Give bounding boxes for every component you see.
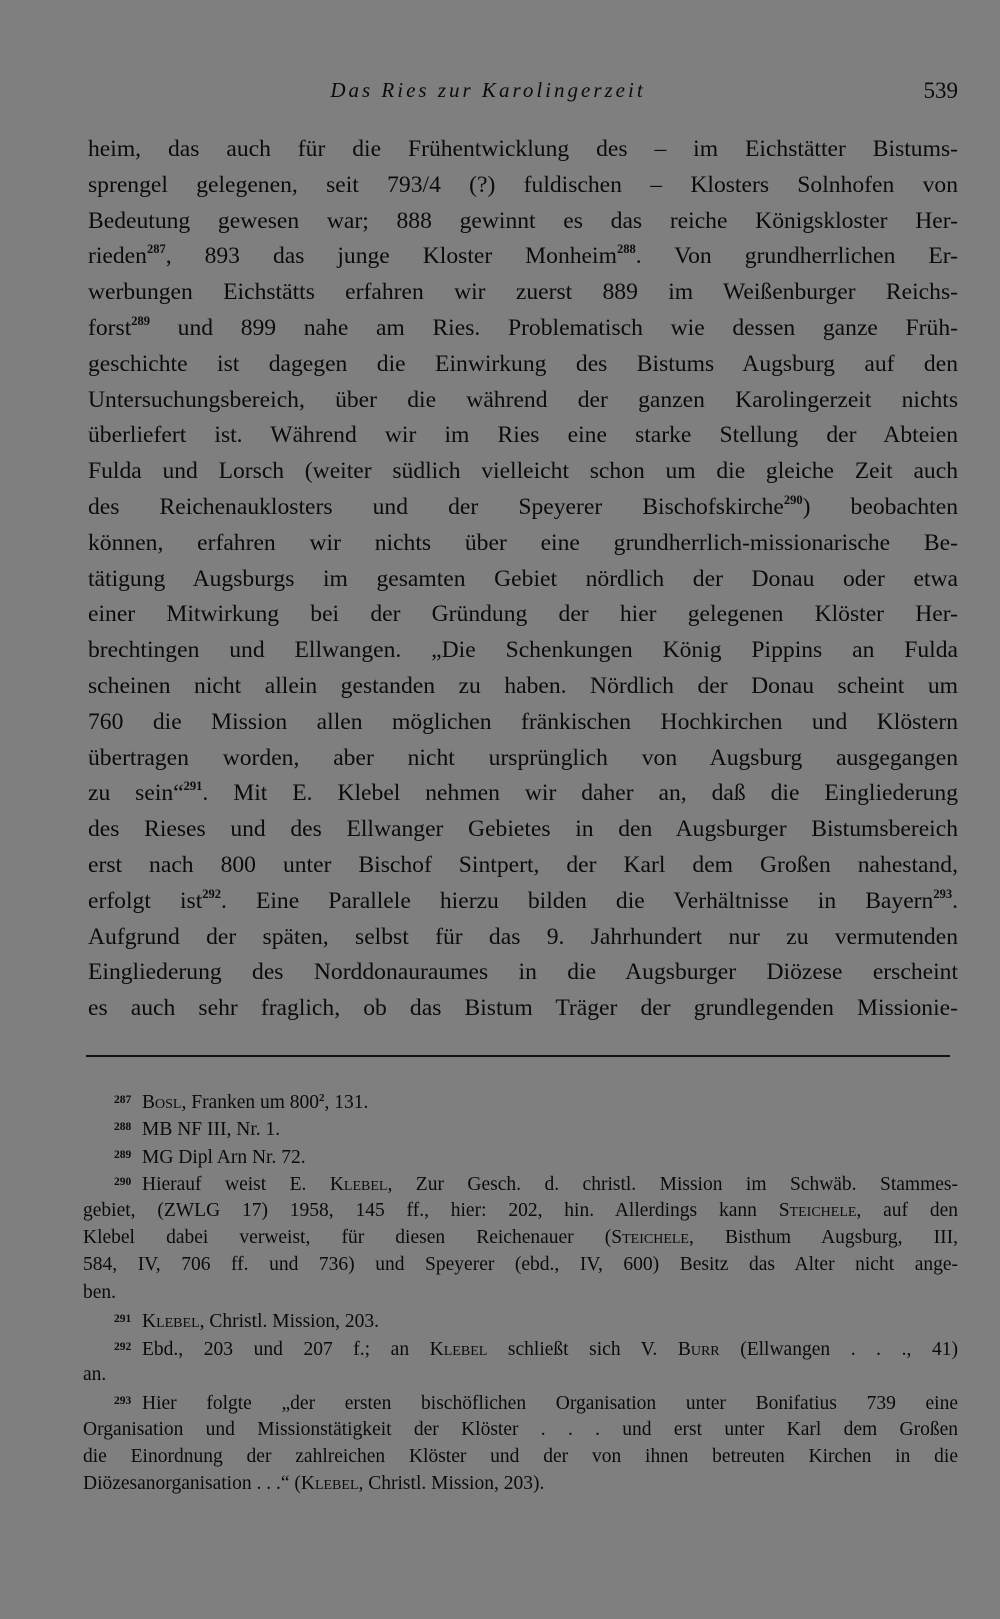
text-line: forst$^{289}$ und 899 nahe am Ries. Problematisch wie dessen ganze Früh- <box>88 313 958 341</box>
page-header <box>88 72 958 112</box>
footnote-number: 290 <box>114 1176 132 1189</box>
text-line: Bedeutung gewesen war; 888 gewinnt es das reiche Königskloster Her- <box>88 207 958 234</box>
text-line: übertragen worden, aber nicht ursprünglich von Augsburg ausgegangen <box>88 744 958 771</box>
text-line: 760 die Mission allen möglichen fränkischen Hochkirchen und Klöstern <box>88 708 958 735</box>
footnote-290: 290 Hierauf weist E. Klebel, Zur Gesch. d. christl. Mission im Schwäb. Stammes- gebiet, (ZWLG 17) 1958, 145 ff., hier: 202, hin. Allerdings kann Steichele, auf den Klebel dabei verweist, für diesen Reichenauer (Steichele, Bisthum Augsburg, III, 584, IV, 706 ff. und 736) und Speyerer (ebd., IV, 600) Besitz das Alter nicht ange- ben. <box>83 1169 958 1306</box>
text-line: es auch sehr fraglich, ob das Bistum Träger der grundlegenden Missionie- <box>88 995 958 1022</box>
footnote-number: 289 <box>114 1148 132 1161</box>
footnote-number: 288 <box>114 1121 132 1134</box>
text-line: tätigung Augsburgs im gesamten Gebiet nördlich der Donau oder etwa <box>88 565 958 592</box>
text-line: sprengel gelegenen, seit 793/4 (?) fuldischen – Klosters Solnhofen von <box>88 171 958 198</box>
text-line: Fulda und Lorsch (weiter südlich vielleicht schon um die gleiche Zeit auch <box>88 458 958 485</box>
text-line: des Reichenauklosters und der Speyerer Bischofskirche$^{290}$) beobachten <box>88 492 958 520</box>
text-line: Aufgrund der späten, selbst für das 9. Jahrhundert nur zu vermutenden <box>88 923 958 950</box>
text-line: erfolgt ist$^{292}$. Eine Parallele hierzu bilden die Verhältnisse in Bayern$^{293}$. <box>88 886 958 914</box>
footnote-ref[interactable]: 293 <box>933 886 953 901</box>
footnote-divider <box>86 1055 950 1057</box>
footnote-ref[interactable]: 289 <box>131 313 150 328</box>
footnote-number: 287 <box>114 1094 132 1106</box>
main-text <box>88 132 958 1027</box>
text-line: heim, das auch für die Frühentwicklung des – im Eichstätter Bistums- <box>88 136 958 162</box>
footnote-288: 288 MB NF III, Nr. 1. <box>83 1114 958 1141</box>
text-line: einer Mitwirkung bei der Gründung der hier gelegenen Klöster Her- <box>88 601 958 628</box>
footnote-289: 289 MG Dipl Arn Nr. 72. <box>83 1142 958 1169</box>
page-number: 539 <box>923 78 958 103</box>
footnote-291: 291 Klebel, Christl. Mission, 203. <box>83 1306 958 1333</box>
text-line: können, erfahren wir nichts über eine grundherrlich-missionarische Be- <box>88 529 958 556</box>
text-line: Untersuchungsbereich, über die während der ganzen Karolingerzeit nichts <box>88 386 958 413</box>
footnote-number: 292 <box>114 1340 132 1353</box>
footnote-ref[interactable]: 291 <box>183 779 203 794</box>
text-line: geschichte ist dagegen die Einwirkung des Bistums Augsburg auf den <box>88 350 958 377</box>
footnote-number: 293 <box>114 1395 132 1408</box>
text-line: werbungen Eichstätts erfahren wir zuerst 889 im Weißenburger Reichs- <box>88 279 958 306</box>
text-line: brechtingen und Ellwangen. „Die Schenkungen König Pippins an Fulda <box>88 637 958 664</box>
footnote-292: 292 Ebd., 203 und 207 f.; an Klebel schließt sich V. Burr (Ellwangen . . ., 41) an. <box>83 1334 958 1389</box>
running-head: Das Ries zur Karolingerzeit <box>330 78 646 102</box>
text-line: rieden$^{287}$, 893 das junge Kloster Monheim$^{288}$. Von grundherrlichen Er- <box>88 242 958 270</box>
footnote-ref[interactable]: 288 <box>616 242 636 257</box>
footnote-287: 287 Bosl, Franken um $800^2$, 131. <box>83 1087 958 1114</box>
text-line: scheinen nicht allein gestanden zu haben. Nördlich der Donau scheint um <box>88 672 958 699</box>
footnote-number: 291 <box>114 1313 132 1326</box>
text-line: zu sein“$^{291}$. Mit E. Klebel nehmen wir daher an, daß die Eingliederung <box>88 779 958 807</box>
footnote-293: 293 Hier folgte „der ersten bischöflichen Organisation unter Bonifatius 739 eine Organisation und Missionstätigkeit der Klöster . . . und erst unter Karl dem Großen die Einordnung der zahlreichen Klöster und der von ihnen betreuten Kirchen in die Diözesanorganisation . . .“ (Klebel, Christl. Mission, 203). <box>83 1388 958 1498</box>
text-line: überliefert ist. Während wir im Ries eine starke Stellung der Abteien <box>88 422 958 449</box>
text-line: des Rieses und des Ellwanger Gebietes in den Augsburger Bistumsbereich <box>88 816 958 843</box>
footnote-ref[interactable]: 287 <box>146 242 166 257</box>
footnote-ref[interactable]: 290 <box>783 492 803 507</box>
text-line: erst nach 800 unter Bischof Sintpert, der Karl dem Großen nahestand, <box>88 851 958 878</box>
footnotes <box>83 1087 958 1498</box>
text-line: Eingliederung des Norddonauraumes in die Augsburger Diözese erscheint <box>88 959 958 986</box>
footnote-ref[interactable]: 292 <box>202 886 221 901</box>
